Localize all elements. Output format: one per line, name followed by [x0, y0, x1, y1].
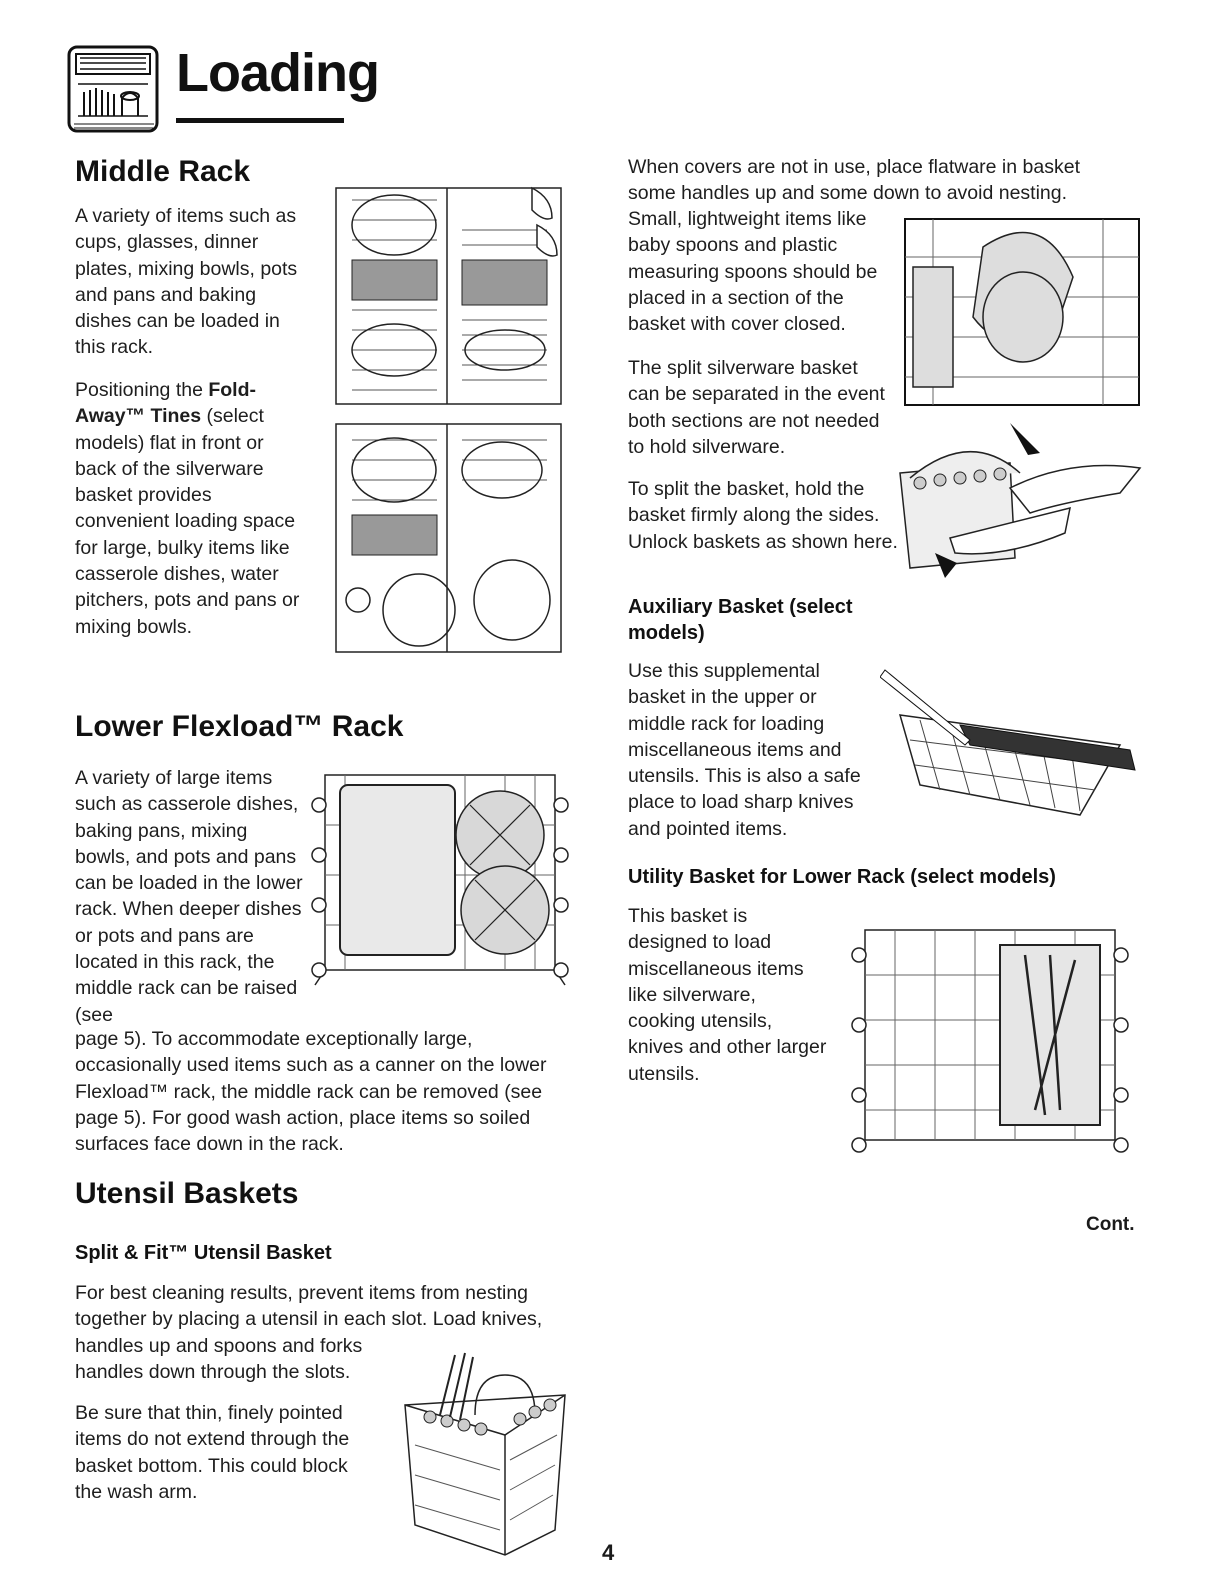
auxiliary-basket-illustration — [880, 665, 1145, 830]
basket-split-illustration — [890, 418, 1145, 593]
split-fit-basket-illustration — [385, 1345, 585, 1560]
auxiliary-basket-para: Use this supplemental basket in the upper or middle rack for loading miscellaneous items and utensils. This is also a safe place to load sharp knives and pointed items. — [628, 660, 861, 840]
middle-rack-illustration — [322, 170, 572, 660]
lower-rack-para-narrow: A variety of large items such as casserole dishes, baking pans, mixing bowls, and pots and pans can be loaded in the lower rack. When deeper dishes or pots and pans are located in this rack, the middle rack can be raised (see — [75, 767, 303, 1026]
middle-rack-para-2: Positioning the Fold-Away™ Tines (select models) flat in front or back of the silverware basket provides convenient loading space for large, bulky items like casserole dishes, water pitchers, pots and pans or mixing bowls. — [75, 379, 300, 638]
lower-rack-heading: Lower Flexload™ Rack — [75, 710, 404, 743]
split-fit-heading: Split & Fit™ Utensil Basket — [75, 1242, 332, 1264]
continued-label: Cont. — [1086, 1214, 1135, 1235]
lower-rack-para-wide: page 5). To accommodate exceptionally large, occasionally used items such as a canner on the lower Flexload™ rack, the middle rack can be removed (see page 5). For good wash action, place items so soiled surfaces face down in the rack. — [75, 1028, 547, 1156]
header — [66, 40, 379, 140]
lower-rack-illustration — [305, 765, 575, 990]
silverware-basket-cover-illustration — [903, 217, 1141, 407]
split-fit-para-2: Be sure that thin, finely pointed items do not extend through the basket bottom. This could block the wash arm. — [75, 1402, 350, 1503]
middle-rack-heading: Middle Rack — [75, 155, 251, 188]
split-fit-para-1-narrow: handles up and spoons and forks handles down through the slots. — [75, 1335, 363, 1384]
page-title: Loading — [176, 43, 379, 103]
small-items-para: Small, lightweight items like baby spoons and plastic measuring spoons should be placed in a section of the basket with cover closed. — [628, 208, 878, 336]
to-split-para: To split the basket, hold the basket firmly along the sides. Unlock baskets as shown here. — [628, 478, 898, 553]
covers-para: When covers are not in use, place flatware in basket some handles up and some down to avoid nesting. — [628, 156, 1080, 205]
utility-basket-para: This basket is designed to load miscellaneous items like silverware, cooking utensils, knives and other larger utensils. — [628, 905, 827, 1085]
split-basket-para: The split silverware basket can be separated in the event both sections are not needed to hold silverware. — [628, 357, 885, 458]
page-number: 4 — [602, 1540, 615, 1565]
title-underline — [176, 118, 344, 123]
utensil-baskets-heading: Utensil Baskets — [75, 1177, 299, 1210]
split-fit-para-1-wide: For best cleaning results, prevent items from nesting together by placing a utensil in each slot. Load knives, — [75, 1282, 543, 1331]
utility-basket-heading: Utility Basket for Lower Rack (select models) — [628, 866, 1056, 888]
middle-rack-para-1: A variety of items such as cups, glasses, dinner plates, mixing bowls, pots and pans and baking dishes can be loaded in this rack. — [75, 205, 298, 359]
auxiliary-basket-heading: Auxiliary Basket (select models) — [628, 596, 853, 644]
dishwasher-rack-icon — [66, 44, 162, 136]
utility-basket-illustration — [845, 915, 1135, 1165]
